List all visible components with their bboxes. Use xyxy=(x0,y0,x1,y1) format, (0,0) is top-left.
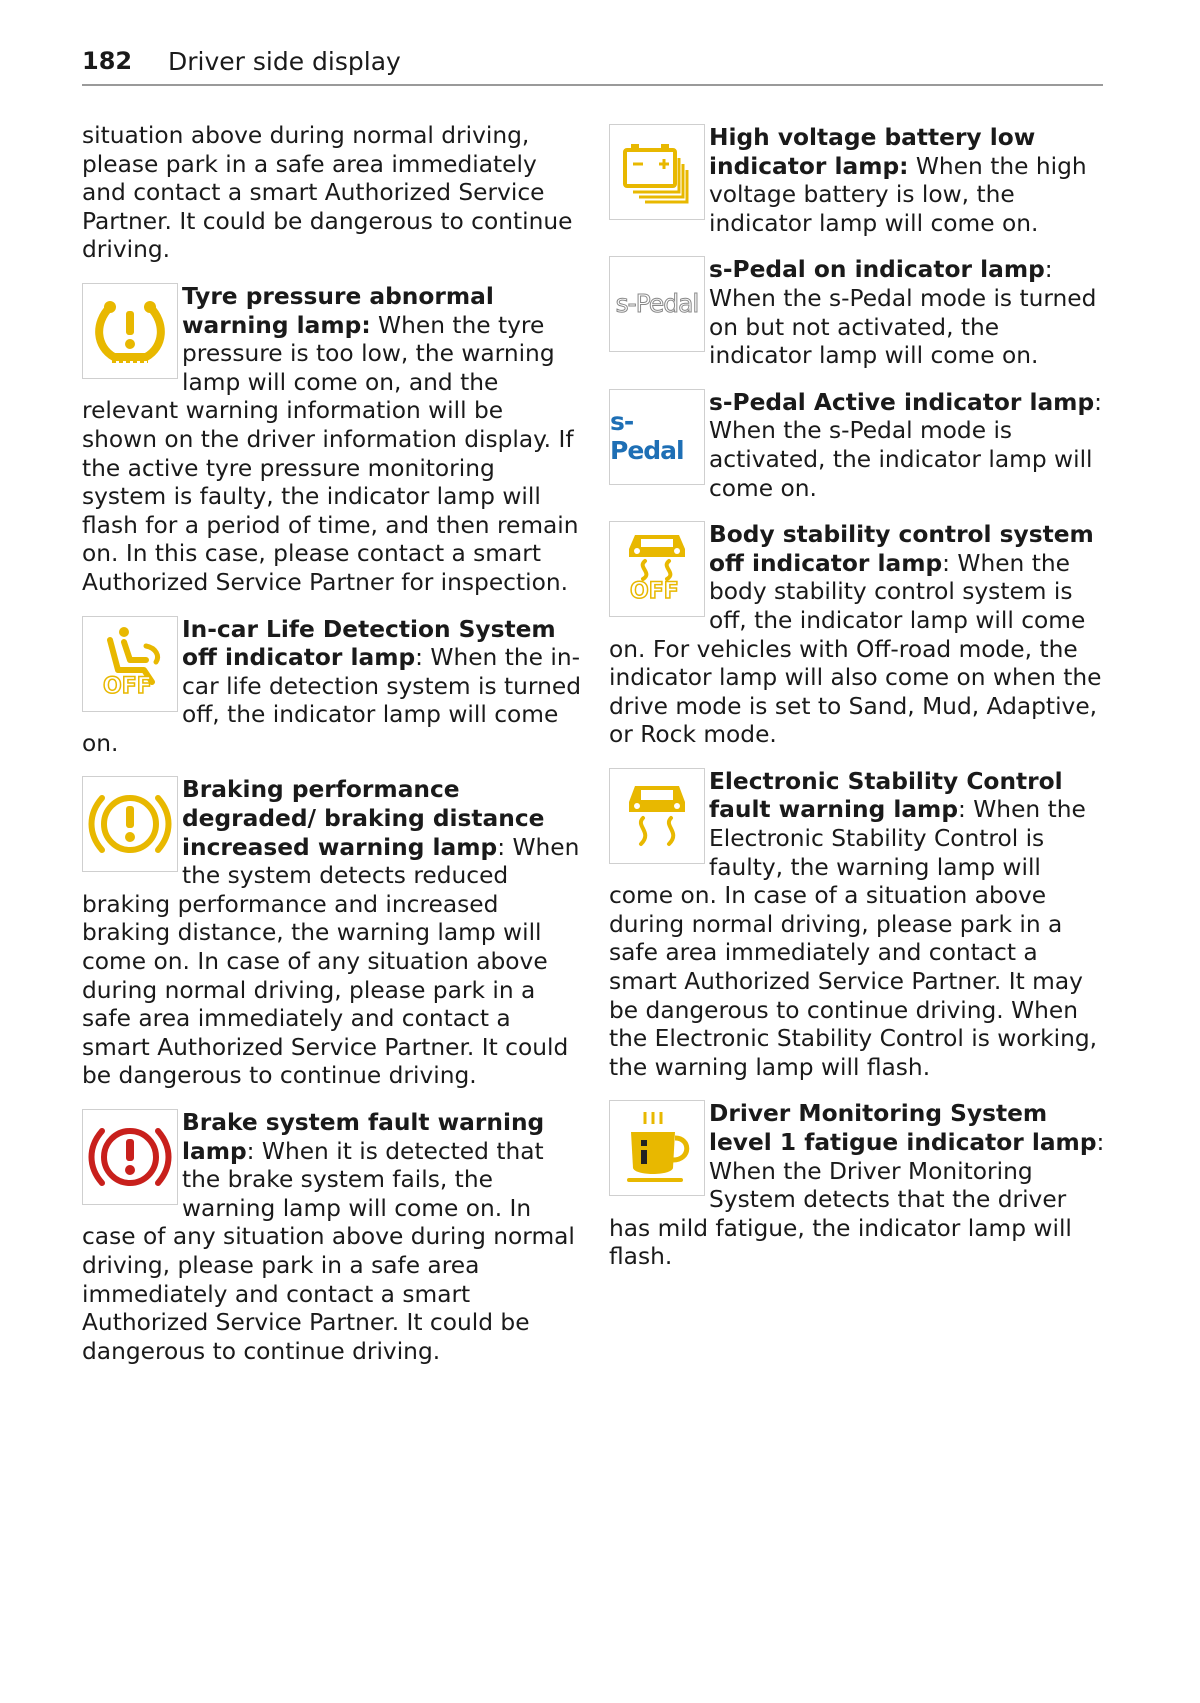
entry-title: s-Pedal Active indicator lamp xyxy=(709,388,1095,416)
brake-fault-icon xyxy=(82,1109,178,1205)
entry-body: When the high voltage battery is low, the indicator lamp will come on. xyxy=(709,152,1087,237)
entry-body: : When the in-car life detection system is turned off, the indicator lamp will come on. xyxy=(82,644,581,757)
entry-life-detection-off xyxy=(82,616,582,759)
entry-body: When the tyre pressure is too low, the warning lamp will come on, and the relevant warning information will be shown on the driver information display. If the active tyre pressure monitoring system is faulty, the indicator lamp will flash for a period of time, and then remain on. In this case, please contact a smart Authorized Service Partner for inspection. xyxy=(82,311,579,596)
entry-body: : When the Driver Monitoring System detects that the driver has mild fatigue, the indicator lamp will flash. xyxy=(609,1129,1105,1271)
page-header xyxy=(82,44,1103,86)
section-title: Driver side display xyxy=(168,47,401,76)
entry-body: : When the s-Pedal mode is activated, the indicator lamp will come on. xyxy=(709,388,1102,502)
s-pedal-label: s-Pedal xyxy=(615,289,699,319)
entry-title: Driver Monitoring System level 1 fatigue indicator lamp xyxy=(709,1100,1097,1156)
entry-title: s-Pedal on indicator lamp xyxy=(709,256,1045,284)
entry-s-pedal-on xyxy=(609,256,1109,370)
fatigue-icon xyxy=(609,1100,705,1196)
entry-brake-fault xyxy=(82,1109,582,1366)
life-detection-off-icon xyxy=(82,616,178,712)
entry-body: : When it is detected that the brake system fails, the warning lamp will come on. In case of any situation above during normal driving, please park in a safe area immediately and contact a smart Authorized Service Partner. It could be dangerous to continue driving. xyxy=(82,1137,575,1365)
entry-esc-fault xyxy=(609,768,1109,1083)
entry-stability-off xyxy=(609,521,1109,750)
right-column xyxy=(609,124,1109,1272)
page-number: 182 xyxy=(82,47,133,75)
entry-braking-degraded xyxy=(82,776,582,1091)
entry-title: Braking performance degraded/ braking distance increased warning lamp xyxy=(182,776,545,861)
entry-title: Brake system fault warning lamp xyxy=(182,1109,545,1165)
s-pedal-label: s-Pedal xyxy=(610,407,684,465)
braking-degraded-icon xyxy=(82,776,178,872)
entry-battery-low xyxy=(609,124,1109,238)
left-column xyxy=(82,122,582,1366)
s-pedal-active-icon xyxy=(609,389,705,485)
entry-title: In-car Life Detection System off indicator lamp xyxy=(182,615,556,672)
stability-off-icon xyxy=(609,521,705,617)
entry-fatigue xyxy=(609,1100,1109,1272)
entry-title: High voltage battery low indicator lamp: xyxy=(709,124,1036,180)
battery-low-icon xyxy=(609,124,705,220)
entry-body: : When the body stability control system is off, the indicator lamp will come on. For vehicles with Off-road mode, the indicator lamp will also come on when the drive mode is set to Sand, Mud, Adaptive, or Rock mode. xyxy=(609,549,1102,749)
entry-body: : When the system detects reduced braking performance and increased braking distance, the warning lamp will come on. In case of any situation above during normal driving, please park in a safe area immediately and contact a smart Authorized Service Partner. It could be dangerous to continue driving. xyxy=(82,833,580,1090)
entry-tyre-pressure xyxy=(82,283,582,598)
entry-title: Body stability control system off indicator lamp xyxy=(709,521,1094,577)
esc-fault-icon xyxy=(609,768,705,864)
entry-body: : When the s-Pedal mode is turned on but not activated, the indicator lamp will come on. xyxy=(709,256,1097,370)
off-label: OFF xyxy=(630,579,679,605)
entry-body: : When the Electronic Stability Control is faulty, the warning lamp will come on. In case of a situation above during normal driving, please park in a safe area immediately and contact a smart Authorized Service Partner. It may be dangerous to continue driving. When the Electronic Stability Control is working, the warning lamp will flash. xyxy=(609,796,1098,1081)
tyre-pressure-icon xyxy=(82,283,178,379)
entry-s-pedal-active xyxy=(609,389,1109,503)
entry-title: Electronic Stability Control fault warning lamp xyxy=(709,767,1063,824)
s-pedal-on-icon xyxy=(609,256,705,352)
off-label: OFF xyxy=(103,673,152,699)
intro-paragraph: situation above during normal driving, please park in a safe area immediately and contact a smart Authorized Service Partner. It could be dangerous to continue driving. xyxy=(82,122,573,264)
entry-title: Tyre pressure abnormal warning lamp: xyxy=(182,282,494,339)
